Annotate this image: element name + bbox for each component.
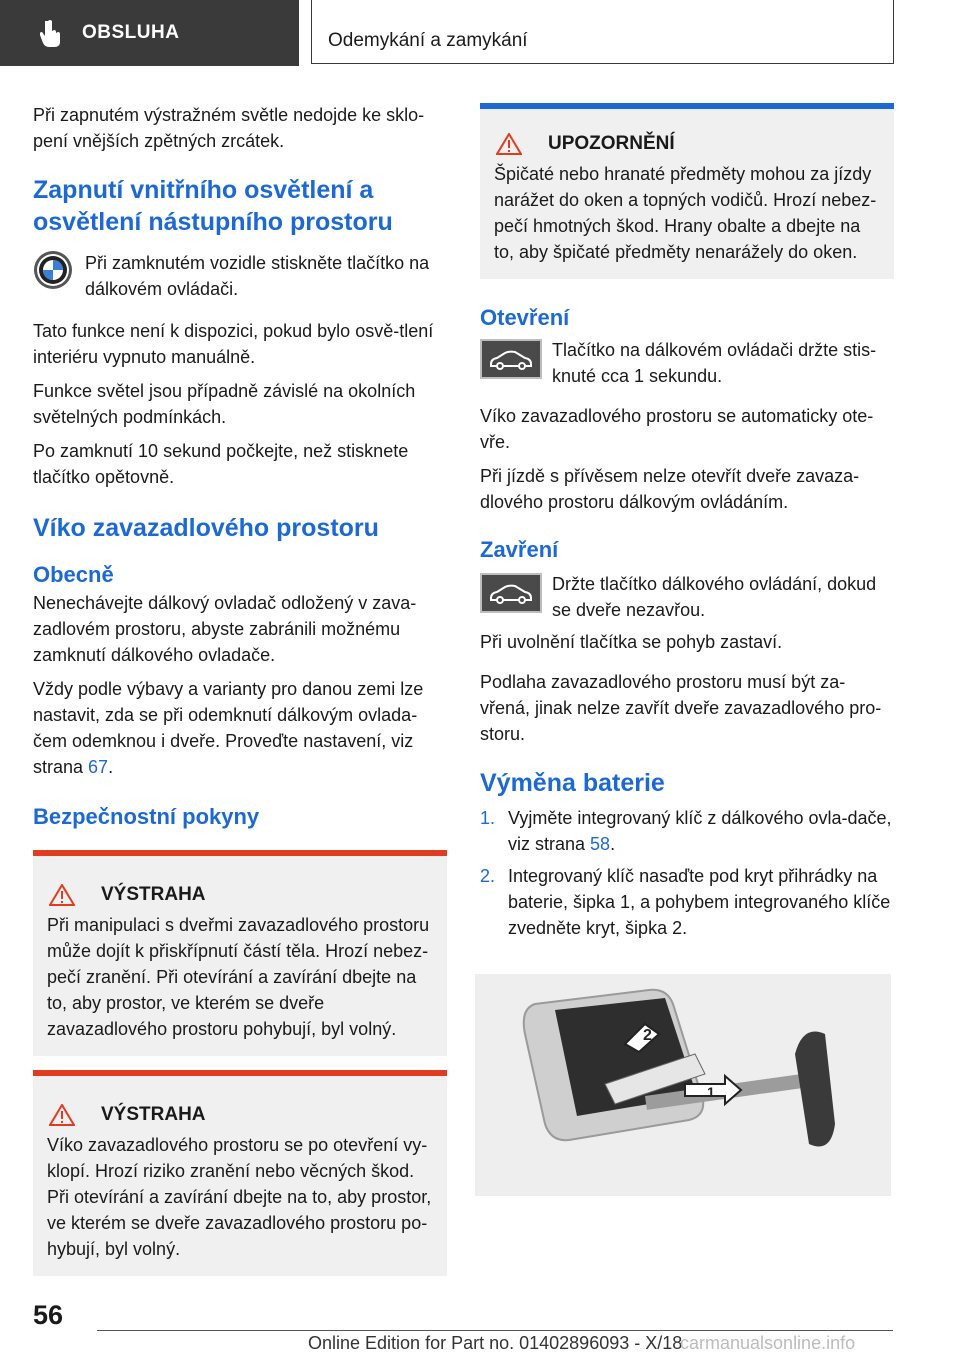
lights-paragraph-3: Po zamknutí 10 sekund počkejte, než stisknete tlačítko opětovně. <box>33 441 409 487</box>
list-item <box>480 805 894 857</box>
edition-footer: Online Edition for Part no. 01402896093 - X/18 <box>308 1333 683 1353</box>
heading-lights: Zapnutí vnitřního osvětlení a osvětlení nástupního prostoru <box>33 176 393 236</box>
heading-general: Obecně <box>33 562 114 587</box>
topic-title: Odemykání a zamykání <box>328 30 528 51</box>
key-battery-illustration <box>475 974 891 1196</box>
bmw-key-button-icon <box>33 250 73 295</box>
warning-text-2: Víko zavazadlového prostoru se po otevření vy-klopí. Hrozí riziko zranění nebo věcných škod. Při otevírání a zavírání dbejte na to, aby prostor, ve kterém se dveře zavazadlového prostoru po-hybují, byl volný. <box>47 1135 432 1259</box>
page-link-67[interactable]: 67 <box>88 757 109 777</box>
general-paragraph-2 <box>33 676 447 780</box>
open-paragraph-2: Při jízdě s přívěsem nelze otevřít dveře zavaza-dlového prostoru dálkovým ovládáním. <box>480 466 860 512</box>
warning-title-1 <box>49 884 437 906</box>
page-number: 56 <box>33 1300 64 1330</box>
close-instruction <box>480 571 894 623</box>
step-text-1: Vyjměte integrovaný klíč z dálkového ovla-dače, viz strana <box>508 808 892 854</box>
lights-paragraph-1: Tato funkce není k dispozici, pokud bylo osvě-tlení interiéru vypnuto manuálně. <box>33 321 434 367</box>
warning-text-1: Při manipulaci s dveřmi zavazadlového prostoru může dojít k přiskřípnutí částí těla. Hrozí nebez-pečí zranění. Při otevírání a zavírání dbejte na to, aby prostor, ve kterém se dveře zavazadlového prostoru pohybují, byl volný. <box>47 915 430 1039</box>
general-paragraph-2-end: . <box>108 757 114 777</box>
heading-close: Zavření <box>480 537 559 562</box>
open-paragraph-1: Víko zavazadlového prostoru se automaticky ote-vře. <box>480 406 874 452</box>
general-paragraph-2-text: Vždy podle výbavy a varianty pro danou zemi lze nastavit, zda se při odemknutí dálkovým ovlada-čem odemknou i dveře. Proveďte nastavení, viz strana <box>33 679 424 777</box>
warning-triangle-icon <box>49 1104 75 1126</box>
battery-steps <box>480 805 894 941</box>
heading-battery: Výměna baterie <box>480 769 665 797</box>
heading-open: Otevření <box>480 305 570 330</box>
close-instruction-text: Držte tlačítko dálkového ovládání, dokud se dveře nezavřou. <box>552 574 877 620</box>
step-text <box>508 805 894 857</box>
section-label: OBSLUHA <box>82 22 180 43</box>
left-column <box>33 100 447 1276</box>
trunk-car-icon <box>480 339 542 379</box>
watermark: carmanualsonline.info <box>680 1333 856 1353</box>
lights-instruction-text: Při zamknutém vozidle stiskněte tlačítko na dálkovém ovládači. <box>85 253 430 299</box>
section-tab <box>0 0 299 66</box>
warning-title-2 <box>49 1104 437 1126</box>
warning-box-1 <box>33 850 447 1056</box>
lights-instruction <box>33 250 447 302</box>
lights-paragraph-2: Funkce světel jsou případně závislé na okolních světelných podmínkách. <box>33 381 416 427</box>
footer-divider <box>97 1330 893 1331</box>
trunk-car-icon <box>480 573 542 613</box>
intro-paragraph: Při zapnutém výstražném světle nedojde ke sklo-pení vnějších zpětných zrcátek. <box>33 105 425 151</box>
close-paragraph-2: Podlaha zavazadlového prostoru musí být za-vřená, jinak nelze zavřít dveře zavazadlového pro-storu. <box>480 672 882 744</box>
step-text-1-end: . <box>610 834 616 854</box>
open-instruction <box>480 337 894 389</box>
step-number: 2. <box>480 866 496 886</box>
list-item <box>480 863 894 941</box>
warning-triangle-icon <box>49 884 75 906</box>
page-link-58[interactable]: 58 <box>590 834 611 854</box>
breadcrumb <box>311 0 894 64</box>
general-paragraph-1: Nenechávejte dálkový ovladač odložený v zava-zadlovém prostoru, abyste zabránili možnému zamknutí dálkového ovladače. <box>33 593 417 665</box>
heading-safety: Bezpečnostní pokyny <box>33 804 260 829</box>
warning-triangle-icon <box>496 133 522 155</box>
step-text-2: Integrovaný klíč nasaďte pod kryt přihrádky na baterie, šipka 1, a pohybem integrovaného klíče zvedněte kryt, šipka 2. <box>508 866 891 938</box>
caution-title <box>496 133 884 155</box>
open-instruction-text: Tlačítko na dálkovém ovládači držte stis-knuté cca 1 sekundu. <box>552 340 877 386</box>
warning-title-2-text: VÝSTRAHA <box>101 1104 206 1125</box>
close-paragraph-1: Při uvolnění tlačítka se pohyb zastaví. <box>480 632 783 652</box>
caution-box <box>480 103 894 279</box>
hand-icon <box>40 19 68 47</box>
warning-title-1-text: VÝSTRAHA <box>101 884 206 905</box>
caution-title-text: UPOZORNĚNÍ <box>548 133 675 154</box>
warning-box-2 <box>33 1070 447 1276</box>
arrow-label-1: 1 <box>707 1084 715 1100</box>
heading-trunk: Víko zavazadlového prostoru <box>33 514 379 542</box>
caution-text: Špičaté nebo hranaté předměty mohou za jízdy narážet do oken a topných vodičů. Hrozí nebez-pečí hmotných škod. Hrany obalte a dbejte na to, aby špičaté předměty nenarážely do oken. <box>494 164 877 262</box>
right-column <box>480 103 894 947</box>
step-number: 1. <box>480 808 496 828</box>
arrow-label-2: 2 <box>643 1027 652 1044</box>
